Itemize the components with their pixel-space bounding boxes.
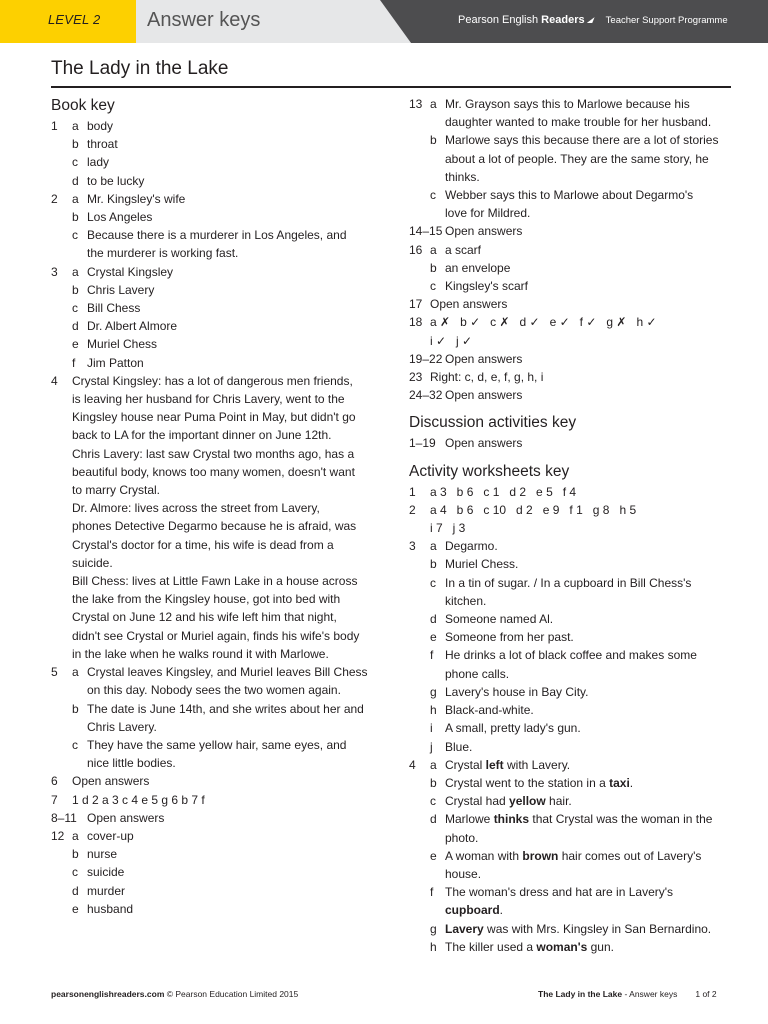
answer-row: suicide. — [72, 555, 113, 570]
answer-row: 4 Crystal Kingsley: has a lot of dangerous men friends, — [51, 373, 353, 388]
answer-row: c In a tin of sugar. / In a cupboard in Bill Chess's — [430, 575, 692, 590]
answer-row: 2 a Mr. Kingsley's wife — [51, 191, 186, 206]
footer-page-info: The Lady in the Lake - Answer keys 1 of 2 — [538, 989, 717, 999]
answer-row: d murder — [72, 883, 126, 898]
answer-row: b Chris Lavery — [72, 282, 155, 297]
answer-row: g Lavery was with Mrs. Kingsley in San Bernardino. — [430, 921, 712, 936]
answer-row: c They have the same yellow hair, same eyes, and — [72, 737, 347, 752]
footer-site-link[interactable]: pearsonenglishreaders.com — [51, 989, 165, 999]
answer-row: f Jim Patton — [72, 355, 144, 370]
quill-icon — [587, 17, 595, 23]
answer-row: e Muriel Chess — [72, 337, 158, 352]
answer-row: e Someone from her past. — [430, 630, 574, 645]
answer-row: house. — [445, 866, 482, 881]
answer-row: b Crystal went to the station in a taxi. — [430, 775, 634, 790]
answer-row: 16 a a scarf — [409, 242, 482, 257]
answer-row: i 7 j 3 — [430, 521, 466, 536]
answer-row: 19–22 Open answers — [409, 351, 523, 366]
answer-row: 3 a Degarmo. — [409, 539, 498, 554]
brand-programme: Teacher Support Programme — [605, 15, 728, 26]
answer-row: 1 a 3 b 6 c 1 d 2 e 5 f 4 — [409, 484, 577, 499]
answer-row: 14–15 Open answers — [409, 224, 523, 239]
answer-row: 12 a cover-up — [51, 828, 134, 843]
answer-row: didn't see Crystal or Muriel again, finds his wife's body — [72, 628, 360, 643]
answer-row: h The killer used a woman's gun. — [430, 939, 614, 954]
answer-row: Dr. Almore: lives across the street from Lavery, — [72, 501, 320, 516]
page-title: The Lady in the Lake — [51, 58, 229, 79]
answer-row: g Lavery's house in Bay City. — [430, 684, 589, 699]
left-column — [51, 95, 381, 918]
answer-row: b an envelope — [430, 260, 511, 275]
answer-row: Crystal's doctor for a time, his wife is dead from a — [72, 537, 334, 552]
worksheets-heading: Activity worksheets key — [409, 462, 570, 480]
footer-copyright: pearsonenglishreaders.com © Pearson Education Limited 2015 — [51, 989, 299, 999]
answer-row: 7 1 d 2 a 3 c 4 e 5 g 6 b 7 f — [51, 792, 205, 807]
brand-readers: Readers — [541, 14, 585, 26]
answer-row: d to be lucky — [72, 173, 145, 188]
answer-row: c lady — [72, 155, 110, 170]
answer-row: e A woman with brown hair comes out of Lavery's — [430, 848, 702, 863]
header-title: Answer keys — [147, 9, 261, 31]
answer-row: photo. — [445, 830, 479, 845]
right-column — [409, 95, 739, 956]
page-number: 1 of 2 — [695, 989, 717, 999]
answer-row: c Crystal had yellow hair. — [430, 794, 572, 809]
answer-row: back to LA for the important dinner on June 12th. — [72, 428, 332, 443]
answer-row: 1–19 Open answers — [409, 436, 523, 451]
answer-row: the murderer is working fast. — [87, 246, 239, 261]
answer-row: d Someone named Al. — [430, 612, 554, 627]
answer-row: b The date is June 14th, and she writes about her and — [72, 701, 364, 716]
answer-row: c Because there is a murderer in Los Angeles, and — [72, 228, 347, 243]
answer-row: c suicide — [72, 865, 125, 880]
answer-row: 8–11 Open answers — [51, 810, 165, 825]
answer-row: 4 a Crystal left with Lavery. — [409, 757, 571, 772]
answer-row: c Kingsley's scarf — [430, 279, 528, 294]
answer-row: b Marlowe says this because there are a lot of stories — [430, 133, 719, 148]
answer-row: phones Detective Degarmo because he is afraid, was — [72, 519, 357, 534]
answer-row: i ✓ j ✓ — [430, 333, 473, 348]
answer-row: c Webber says this to Marlowe about Degarmo's — [430, 188, 694, 203]
answer-row: b nurse — [72, 847, 118, 862]
answer-row: Chris Lavery: last saw Crystal two months ago, has a — [72, 446, 355, 461]
level-label: LEVEL 2 — [48, 12, 101, 27]
answer-row: is leaving her husband for Chris Lavery, went to the — [72, 392, 345, 407]
answer-row: j Blue. — [430, 739, 473, 754]
title-divider — [51, 86, 731, 88]
answer-row: 23 Right: c, d, e, f, g, h, i — [409, 370, 544, 385]
answer-row: in the lake when he walks round it with Marlowe. — [72, 646, 329, 661]
footer-title: The Lady in the Lake — [538, 989, 623, 999]
answer-row: 5 a Crystal leaves Kingsley, and Muriel leaves Bill Chess — [51, 665, 368, 680]
answer-row: e husband — [72, 901, 134, 916]
answer-row: on this day. Nobody sees the two women again. — [87, 683, 341, 698]
answer-row: beautiful body, knows too many women, doesn't want — [72, 464, 355, 479]
answer-row: love for Mildred. — [445, 206, 531, 221]
level-badge — [0, 0, 136, 43]
answer-row: daughter wanted to make trouble for her husband. — [445, 115, 712, 130]
answer-row: phone calls. — [445, 666, 510, 681]
answer-row: Kingsley house near Puma Point in May, but didn't go — [72, 410, 356, 425]
answer-row: thinks. — [445, 169, 480, 184]
answer-row: about a lot of people. They are the same story, he — [445, 151, 709, 166]
book-key-heading: Book key — [51, 97, 115, 114]
answer-row: kitchen. — [445, 593, 487, 608]
answer-row: d Dr. Albert Almore — [72, 319, 178, 334]
brand-logo — [458, 14, 728, 26]
answer-row: f He drinks a lot of black coffee and makes some — [430, 648, 697, 663]
answer-row: 18 a ✗ b ✓ c ✗ d ✓ e ✓ f ✓ g ✗ h ✓ — [409, 315, 657, 330]
answer-row: b Los Angeles — [72, 210, 153, 225]
answer-row: Crystal on June 12 and his wife left him that night, — [72, 610, 337, 625]
brand-name: Pearson English — [458, 14, 542, 26]
answer-row: 13 a Mr. Grayson says this to Marlowe because his — [409, 97, 690, 111]
answer-row: nice little bodies. — [87, 756, 176, 771]
answer-row: h Black-and-white. — [430, 703, 534, 718]
answer-row: 6 Open answers — [51, 774, 150, 789]
answer-row: the lake from the Kingsley house, got into bed with — [72, 592, 341, 607]
answer-row: cupboard. — [445, 903, 504, 918]
answer-row: f The woman's dress and hat are in Lavery's — [430, 885, 674, 900]
answer-row: c Bill Chess — [72, 301, 141, 316]
answer-row: Bill Chess: lives at Little Fawn Lake in a house across — [72, 574, 358, 589]
answer-row: 24–32 Open answers — [409, 388, 523, 403]
answer-row: to marry Crystal. — [72, 483, 161, 498]
answer-row: 17 Open answers — [409, 297, 508, 312]
answer-row: 2 a 4 b 6 c 10 d 2 e 9 f 1 g 8 h 5 — [409, 502, 637, 517]
discussion-heading: Discussion activities key — [409, 414, 577, 432]
answer-row: 1 a body — [51, 119, 114, 133]
answer-row: 3 a Crystal Kingsley — [51, 264, 174, 279]
answer-row: Chris Lavery. — [87, 719, 157, 734]
answer-row: i A small, pretty lady's gun. — [430, 721, 581, 736]
answer-row: d Marlowe thinks that Crystal was the woman in the — [430, 812, 713, 827]
answer-row: b throat — [72, 137, 118, 152]
page-header — [0, 0, 768, 43]
answer-row: b Muriel Chess. — [430, 557, 519, 572]
